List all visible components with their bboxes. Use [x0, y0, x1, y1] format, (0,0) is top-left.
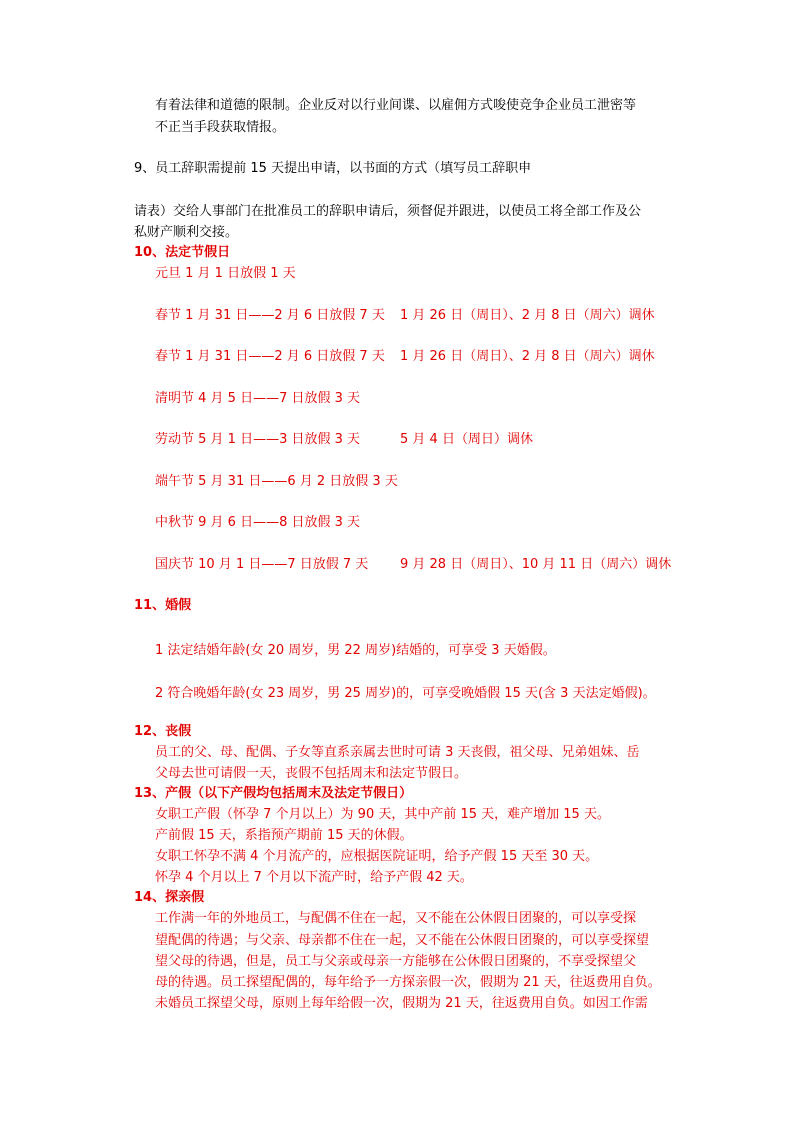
text-line: 望父母的待遇，但是，员工与父亲或母亲一方能够在公休假日团聚的，不享受探望父	[155, 954, 637, 969]
text-line: 不正当手段获取情报。	[155, 120, 286, 135]
holiday-swap: 1 月 26 日（周日）、2 月 8 日（周六）调休	[400, 308, 655, 323]
section-9-line: 请表）交给人事部门在批准员工的辞职申请后，须督促并跟进，以使员工将全部工作及公	[134, 204, 642, 219]
text-line: 母的待遇。员工探望配偶的，每年给予一方探亲假一次，假期为 21 天，往返费用自负。	[155, 975, 661, 990]
section-9-line: 私财产顺利交接。	[134, 225, 239, 240]
text-line: 产前假 15 天，系指预产期前 15 天的休假。	[155, 828, 413, 843]
holiday-name: 春节 1 月 31 日——2 月 6 日放假 7 天	[155, 308, 385, 323]
holiday-swap: 5 月 4 日（周日）调休	[400, 432, 533, 447]
section-13-heading: 13、产假（以下产假均包括周末及法定节假日）	[134, 786, 413, 801]
holiday-name: 清明节 4 月 5 日——7 日放假 3 天	[155, 391, 361, 406]
section-11-heading: 11、婚假	[134, 598, 192, 613]
text-line: 女职工产假（怀孕 7 个月以上）为 90 天，其中产前 15 天，难产增加 15 天。	[155, 807, 610, 822]
marriage-leave-item: 1 法定结婚年龄(女 20 周岁，男 22 周岁)结婚的，可享受 3 天婚假。	[155, 643, 556, 658]
section-9-line: 9、员工辞职需提前 15 天提出申请，以书面的方式（填写员工辞职申	[134, 161, 532, 176]
holiday-name: 春节 1 月 31 日——2 月 6 日放假 7 天	[155, 349, 385, 364]
text-line: 怀孕 4 个月以上 7 个月以下流产时，给予产假 42 天。	[155, 870, 473, 885]
text-line: 有着法律和道德的限制。企业反对以行业间谍、以雇佣方式唆使竞争企业员工泄密等	[155, 98, 637, 113]
text-line: 望配偶的待遇；与父亲、母亲都不住在一起，又不能在公休假日团聚的，可以享受探望	[155, 933, 650, 948]
section-14-heading: 14、探亲假	[134, 890, 205, 905]
section-12-heading: 12、丧假	[134, 724, 192, 739]
holiday-name: 端午节 5 月 31 日——6 月 2 日放假 3 天	[155, 474, 398, 489]
holiday-name: 中秋节 9 月 6 日——8 日放假 3 天	[155, 515, 361, 530]
text-line: 员工的父、母、配偶、子女等直系亲属去世时可请 3 天丧假，祖父母、兄弟姐妹、岳	[155, 745, 640, 760]
holiday-name: 元旦 1 月 1 日放假 1 天	[155, 266, 296, 281]
text-line: 未婚员工探望父母，原则上每年给假一次，假期为 21 天，往返费用自负。如因工作需	[155, 996, 648, 1011]
section-10-heading: 10、法定节假日	[134, 245, 231, 260]
holiday-name: 国庆节 10 月 1 日——7 日放假 7 天	[155, 557, 369, 572]
marriage-leave-item: 2 符合晚婚年龄(女 23 周岁，男 25 周岁)的，可享受晚婚假 15 天(含 3 天法定婚假)。	[155, 686, 656, 701]
text-line: 工作满一年的外地员工，与配偶不住在一起，又不能在公休假日团聚的，可以享受探	[155, 911, 637, 926]
text-line: 女职工怀孕不满 4 个月流产的，应根据医院证明，给予产假 15 天至 30 天。	[155, 849, 599, 864]
holiday-name: 劳动节 5 月 1 日——3 日放假 3 天	[155, 432, 361, 447]
holiday-swap: 1 月 26 日（周日）、2 月 8 日（周六）调休	[400, 349, 655, 364]
holiday-swap: 9 月 28 日（周日）、10 月 11 日（周六）调休	[400, 557, 672, 572]
text-line: 父母去世可请假一天，丧假不包括周末和法定节假日。	[155, 766, 468, 781]
